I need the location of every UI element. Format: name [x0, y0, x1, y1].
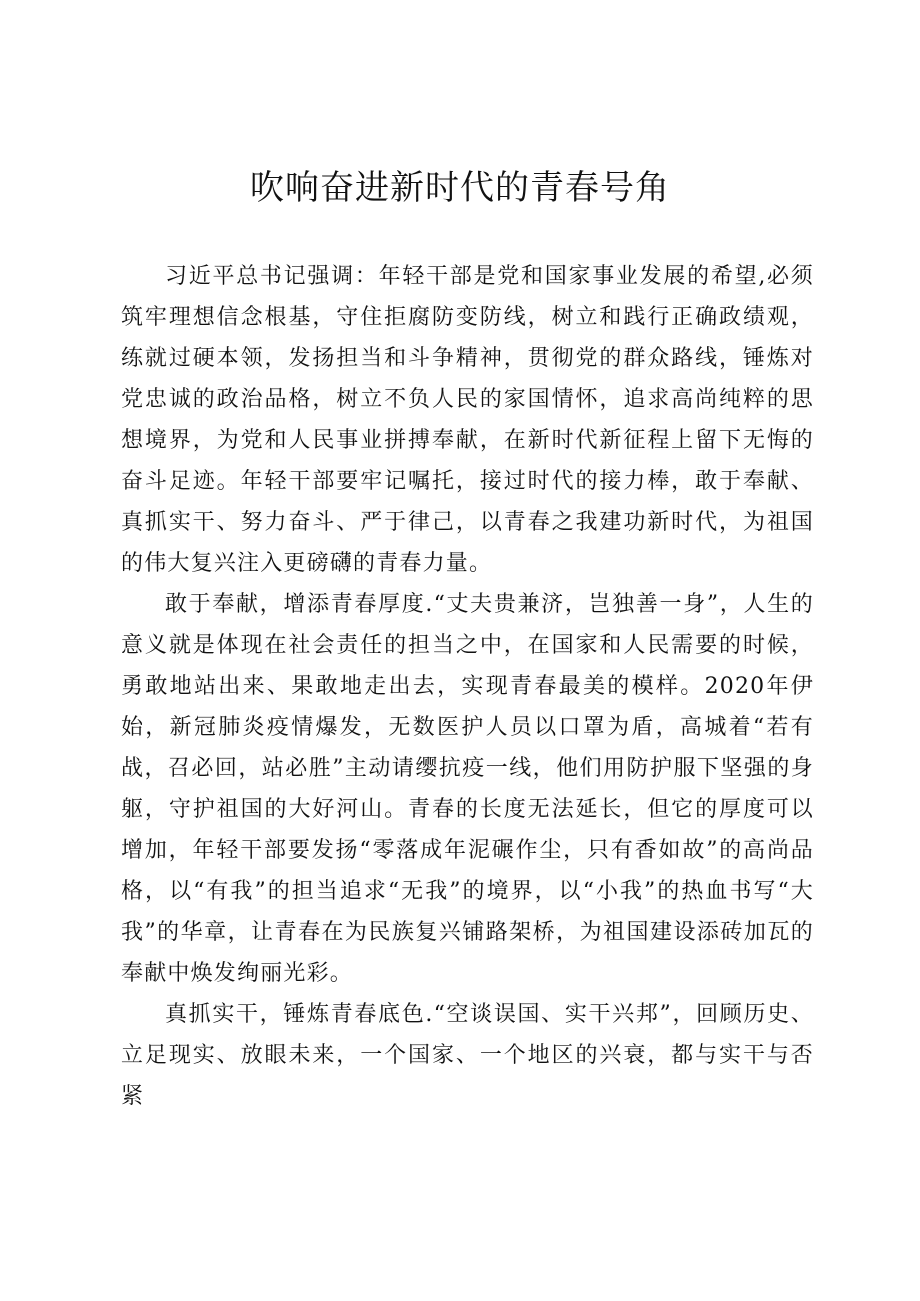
paragraph-1: 习近平总书记强调：年轻干部是党和国家事业发展的希望,必须筑牢理想信念根基，守住拒腐防变防线，树立和践行正确政绩观，练就过硬本领，发扬担当和斗争精神，贯彻党的群众路线，锤炼对党忠诚的政治品格，树立不负人民的家国情怀，追求高尚纯粹的思想境界，为党和人民事业拼搏奉献，在新时代新征程上留下无悔的奋斗足迹。年轻干部要牢记嘱托，接过时代的接力棒，敢于奉献、真抓实干、努力奋斗、严于律己，以青春之我建功新时代，为祖国的伟大复兴注入更磅礴的青春力量。 [121, 264, 814, 576]
paragraph-3: 真抓实干，锤炼青春底色.“空谈误国、实干兴邦”，回顾历史、立足现实、放眼未来，一个国家、一个地区的兴衰，都与实干与否紧 [121, 1002, 814, 1109]
document-title: 吹响奋进新时代的青春号角 [250, 168, 670, 208]
paragraph-2: 敢于奉献，增添青春厚度.“丈夫贵兼济，岂独善一身”，人生的意义就是体现在社会责任的担当之中，在国家和人民需要的时候，勇敢地站出来、果敢地走出去，实现青春最美的模样。2020年伊始，新冠肺炎疫情爆发，无数医护人员以口罩为盾，高城着“若有战，召必回，站必胜”主动请缨抗疫一线，他们用防护服下坚强的身躯，守护祖国的大好河山。青春的长度无法延长，但它的厚度可以增加，年轻干部要发扬“零落成年泥碾作尘，只有香如故”的高尚品格，以“有我”的担当追求“无我”的境界，以“小我”的热血书写“大我”的华章，让青春在为民族复兴铺路架桥，为祖国建设添砖加瓦的奉献中焕发绚丽光彩。 [121, 592, 814, 986]
document-body [121, 256, 814, 1117]
